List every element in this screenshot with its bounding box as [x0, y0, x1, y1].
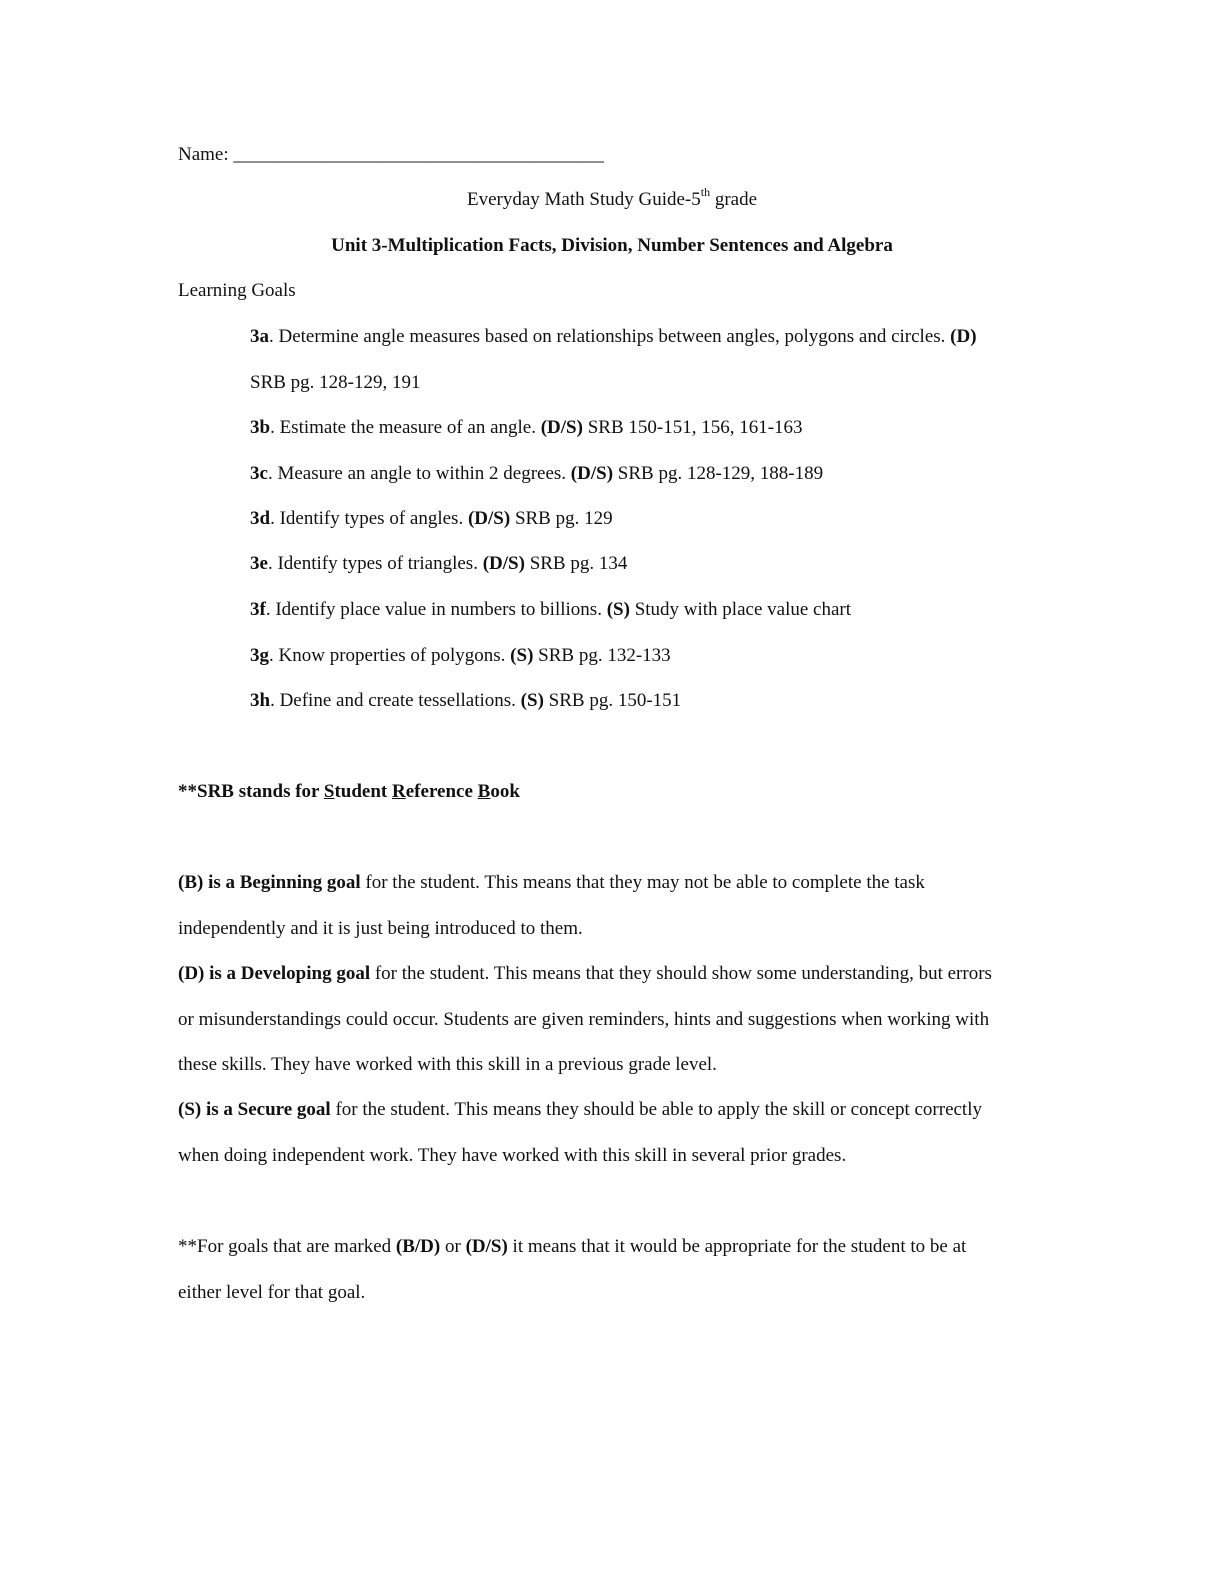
goal-reference: SRB pg. 132-133 — [533, 645, 671, 666]
goal-code: 3f — [250, 599, 266, 620]
goal-3h — [250, 689, 681, 713]
title-prefix: Everyday Math Study Guide-5 — [466, 189, 701, 210]
footnote-line-2: either level for that goal. — [178, 1282, 366, 1303]
page-title — [0, 184, 1224, 212]
goal-3b — [250, 416, 803, 440]
goal-code: 3c — [250, 463, 268, 484]
goal-3a — [250, 325, 977, 349]
goal-level: (D/S) — [467, 508, 511, 529]
goal-code: 3h — [250, 690, 271, 711]
srb-note-ook: ook — [490, 781, 520, 802]
goal-code: 3b — [250, 417, 271, 438]
goal-text: . Determine angle measures based on relationships between angles, polygons and circles. — [269, 326, 951, 347]
goal-3g — [250, 644, 671, 668]
secure-goal-text: for the student. This means they should be able to apply the skill or concept correctly — [330, 1099, 982, 1120]
goal-level: (S) — [606, 599, 630, 620]
title-superscript: th — [700, 184, 711, 199]
goal-3c — [250, 462, 823, 486]
goal-text: . Know properties of polygons. — [269, 645, 511, 666]
beginning-goal-line-1 — [178, 871, 925, 895]
secure-goal-line-1 — [178, 1098, 982, 1122]
developing-goal-line-2: or misunderstandings could occur. Students are given reminders, hints and suggestions when working with — [178, 1009, 990, 1030]
goal-level: (D/S) — [482, 553, 525, 574]
srb-note-s: S — [323, 781, 335, 802]
goal-3d — [250, 507, 613, 531]
footnote-ds: (D/S) — [465, 1236, 508, 1257]
goal-text: . Identify types of triangles. — [267, 553, 483, 574]
goal-text: . Estimate the measure of an angle. — [270, 417, 541, 438]
goal-code: 3a — [250, 326, 269, 347]
goal-reference: SRB 150-151, 156, 161-163 — [582, 417, 803, 438]
goal-text: . Identify types of angles. — [270, 508, 468, 529]
srb-note-eference: eference — [405, 781, 478, 802]
goal-level: (S) — [520, 690, 544, 711]
goal-reference: Study with place value chart — [629, 599, 852, 620]
goal-reference: SRB pg. 150-151 — [543, 690, 682, 711]
unit-title-text: Unit 3-Multiplication Facts, Division, Number Sentences and Algebra — [331, 235, 893, 256]
beginning-goal-label: (B) is a Beginning goal — [178, 872, 361, 893]
footnote-prefix: **For goals that are marked — [178, 1236, 396, 1257]
developing-goal-text: for the student. This means that they should show some understanding, but errors — [370, 963, 992, 984]
goal-reference: SRB pg. 129 — [510, 508, 613, 529]
beginning-goal-text: for the student. This means that they may not be able to complete the task — [360, 872, 925, 893]
secure-goal-line-2: when doing independent work. They have worked with this skill in several prior grades. — [178, 1145, 847, 1166]
goal-code: 3d — [250, 508, 271, 529]
goal-reference: SRB pg. 134 — [524, 553, 628, 574]
developing-goal-label: (D) is a Developing goal — [178, 963, 371, 984]
goal-text: . Define and create tessellations. — [270, 690, 521, 711]
developing-goal-line-3: these skills. They have worked with this skill in a previous grade level. — [178, 1054, 717, 1075]
goal-level: (D/S) — [540, 417, 583, 438]
goal-code: 3g — [250, 645, 269, 666]
footnote-bd: (B/D) — [395, 1236, 441, 1257]
secure-goal-label: (S) is a Secure goal — [178, 1099, 331, 1120]
title-suffix: grade — [710, 189, 758, 210]
goal-3e — [250, 552, 627, 576]
footnote-suffix: it means that it would be appropriate for the student to be at — [507, 1236, 967, 1257]
srb-note-prefix: **SRB stands for — [178, 781, 324, 802]
goal-reference: SRB pg. 128-129, 188-189 — [613, 463, 824, 484]
goal-text: . Identify place value in numbers to billions. — [265, 599, 607, 620]
srb-definition-note — [178, 780, 520, 804]
goal-level: (S) — [510, 645, 534, 666]
developing-goal-line-1 — [178, 962, 992, 986]
learning-goals-heading: Learning Goals — [178, 280, 296, 301]
goal-code: 3e — [250, 553, 268, 574]
footnote-line-1 — [178, 1235, 966, 1259]
srb-note-r: R — [392, 781, 406, 802]
goal-level: (D/S) — [570, 463, 614, 484]
name-blank: _______________________________________ — [233, 144, 604, 165]
srb-note-tudent: tudent — [334, 781, 393, 802]
goal-text: . Measure an angle to within 2 degrees. — [267, 463, 571, 484]
goal-level: (D) — [950, 326, 977, 347]
beginning-goal-line-2: independently and it is just being introduced to them. — [178, 918, 583, 939]
name-label: Name: — [178, 144, 229, 165]
unit-title — [0, 234, 1224, 258]
goal-3f — [250, 598, 851, 622]
srb-note-b: B — [477, 781, 491, 802]
goal-3a-reference: SRB pg. 128-129, 191 — [250, 372, 421, 393]
footnote-or: or — [440, 1236, 466, 1257]
name-line — [178, 143, 604, 167]
